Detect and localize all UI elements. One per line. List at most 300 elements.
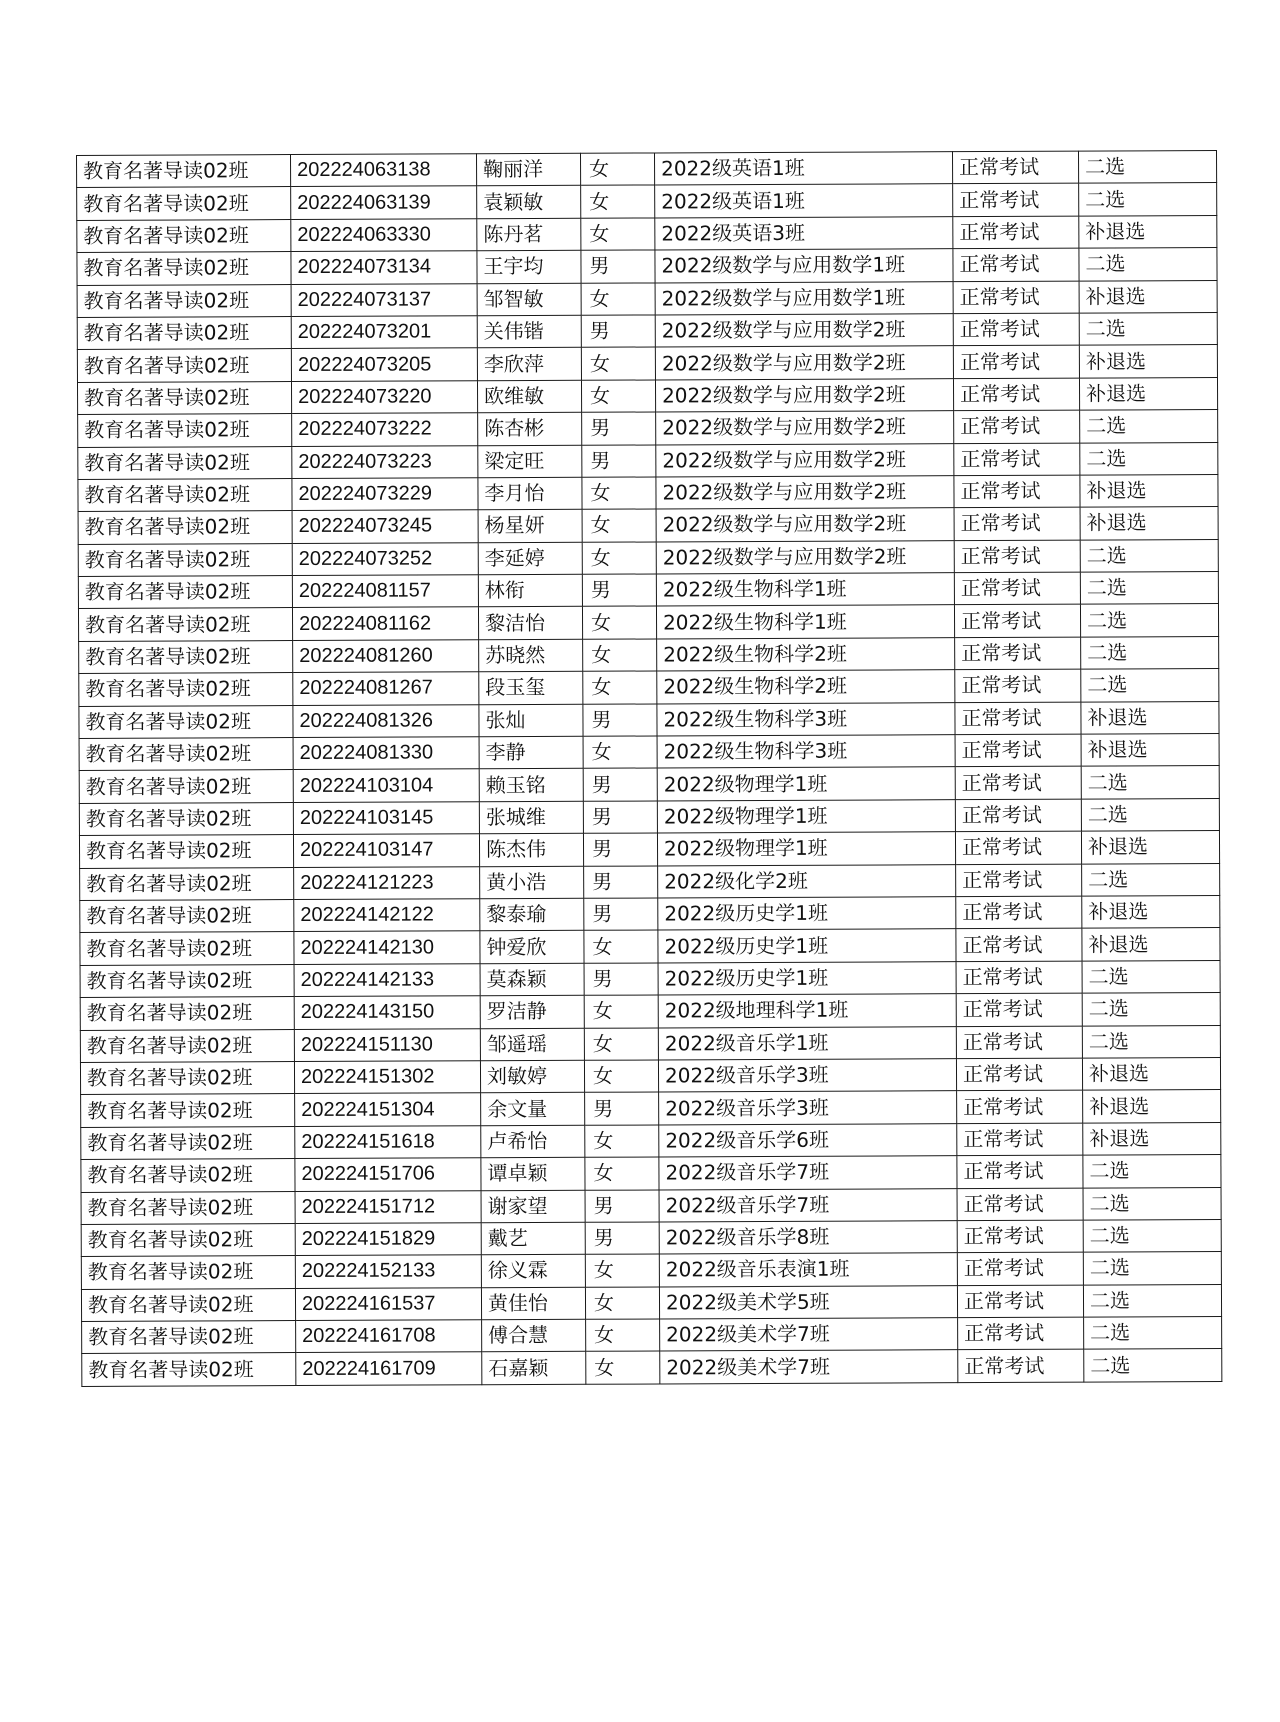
exam-type-cell: 正常考试 (957, 1220, 1083, 1253)
selection-type-cell: 补退选 (1082, 1057, 1220, 1090)
student-name-cell: 鞠丽洋 (476, 153, 580, 186)
exam-type-cell: 正常考试 (954, 540, 1080, 573)
student-name-cell: 陈杰伟 (479, 833, 583, 866)
exam-type-cell: 正常考试 (954, 475, 1080, 508)
course-cell: 教育名著导读02班 (79, 802, 293, 835)
student-id-cell: 202224073222 (292, 413, 478, 446)
student-id-cell: 202224103145 (293, 802, 479, 835)
class-cell: 2022级美术学5班 (659, 1285, 957, 1319)
gender-cell: 男 (582, 444, 656, 477)
table-row (79, 669, 1219, 706)
selection-type-cell: 二选 (1083, 1219, 1221, 1252)
table-row (78, 572, 1218, 609)
selection-type-cell: 二选 (1079, 248, 1217, 281)
student-id-cell: 202224142130 (294, 931, 480, 964)
student-name-cell: 黎泰瑜 (480, 898, 584, 931)
gender-cell: 男 (582, 574, 656, 607)
exam-type-cell: 正常考试 (955, 637, 1081, 670)
course-cell: 教育名著导读02班 (80, 1061, 294, 1094)
student-id-cell: 202224073205 (291, 348, 477, 381)
exam-type-cell: 正常考试 (958, 1350, 1084, 1383)
selection-type-cell: 二选 (1083, 1187, 1221, 1220)
class-cell: 2022级数学与应用数学2班 (656, 476, 954, 510)
student-id-cell: 202224081326 (293, 704, 479, 737)
student-name-cell: 卢希怡 (481, 1125, 585, 1158)
table-row (79, 798, 1219, 835)
selection-type-cell: 补退选 (1079, 345, 1217, 378)
exam-type-cell: 正常考试 (952, 151, 1078, 184)
student-name-cell: 张灿 (479, 704, 583, 737)
selection-type-cell: 二选 (1080, 539, 1218, 572)
course-cell: 教育名著导读02班 (80, 997, 294, 1030)
exam-type-cell: 正常考试 (954, 410, 1080, 443)
class-cell: 2022级生物科学3班 (657, 702, 955, 736)
student-id-cell: 202224073137 (291, 283, 477, 316)
course-cell: 教育名著导读02班 (78, 414, 292, 447)
student-id-cell: 202224103104 (293, 769, 479, 802)
course-cell: 教育名著导读02班 (77, 252, 291, 285)
student-name-cell: 谢家望 (481, 1190, 585, 1223)
exam-type-cell: 正常考试 (953, 248, 1079, 281)
class-cell: 2022级音乐学7班 (659, 1188, 957, 1222)
selection-type-cell: 补退选 (1080, 474, 1218, 507)
table-row (81, 1122, 1221, 1159)
class-cell: 2022级物理学1班 (657, 767, 955, 801)
exam-type-cell: 正常考试 (955, 831, 1081, 864)
table-row (80, 993, 1220, 1030)
table-row (79, 636, 1219, 673)
gender-cell: 女 (583, 671, 657, 704)
student-name-cell: 李静 (479, 736, 583, 769)
student-id-cell: 202224073134 (291, 251, 477, 284)
selection-type-cell: 二选 (1078, 151, 1216, 184)
student-id-cell: 202224073223 (292, 445, 478, 478)
course-cell: 教育名著导读02班 (82, 1321, 296, 1354)
gender-cell: 男 (585, 1189, 659, 1222)
gender-cell: 女 (582, 477, 656, 510)
table-row (81, 1187, 1221, 1224)
table-row (82, 1317, 1222, 1354)
exam-type-cell: 正常考试 (957, 1155, 1083, 1188)
gender-cell: 女 (584, 930, 658, 963)
exam-type-cell: 正常考试 (953, 216, 1079, 249)
selection-type-cell: 补退选 (1079, 377, 1217, 410)
student-name-cell: 梁定旺 (478, 445, 582, 478)
student-id-cell: 202224073201 (291, 316, 477, 349)
student-id-cell: 202224151304 (295, 1093, 481, 1126)
exam-type-cell: 正常考试 (954, 572, 1080, 605)
exam-type-cell: 正常考试 (954, 605, 1080, 638)
class-cell: 2022级数学与应用数学2班 (656, 411, 954, 445)
student-id-cell: 202224161537 (295, 1287, 481, 1320)
class-cell: 2022级音乐学8班 (659, 1221, 957, 1255)
table-row (80, 928, 1220, 965)
gender-cell: 女 (585, 1254, 659, 1287)
exam-type-cell: 正常考试 (955, 669, 1081, 702)
exam-type-cell: 正常考试 (953, 313, 1079, 346)
course-cell: 教育名著导读02班 (79, 770, 293, 803)
selection-type-cell: 补退选 (1081, 831, 1219, 864)
class-cell: 2022级物理学1班 (657, 832, 955, 866)
exam-type-cell: 正常考试 (957, 1090, 1083, 1123)
exam-type-cell: 正常考试 (955, 799, 1081, 832)
course-cell: 教育名著导读02班 (77, 219, 291, 252)
selection-type-cell: 二选 (1082, 1025, 1220, 1058)
selection-type-cell: 二选 (1081, 798, 1219, 831)
student-id-cell: 202224142133 (294, 964, 480, 997)
table-row (77, 345, 1217, 382)
table-row (82, 1349, 1222, 1386)
course-cell: 教育名著导读02班 (82, 1353, 296, 1386)
gender-cell: 女 (582, 542, 656, 575)
class-cell: 2022级音乐学7班 (659, 1156, 957, 1190)
class-cell: 2022级历史学1班 (658, 961, 956, 995)
gender-cell: 女 (581, 347, 655, 380)
gender-cell: 女 (581, 185, 655, 218)
gender-cell: 女 (586, 1351, 660, 1384)
table-row (80, 896, 1220, 933)
class-cell: 2022级数学与应用数学2班 (656, 540, 954, 574)
selection-type-cell: 二选 (1084, 1317, 1222, 1350)
table-row (80, 1025, 1220, 1062)
table-row (81, 1219, 1221, 1256)
exam-type-cell: 正常考试 (956, 1058, 1082, 1091)
exam-type-cell: 正常考试 (955, 767, 1081, 800)
course-cell: 教育名著导读02班 (81, 1159, 295, 1192)
class-cell: 2022级历史学1班 (658, 897, 956, 931)
gender-cell: 男 (583, 704, 657, 737)
student-id-cell: 202224081267 (293, 672, 479, 705)
course-cell: 教育名著导读02班 (77, 349, 291, 382)
student-id-cell: 202224142122 (294, 899, 480, 932)
course-cell: 教育名著导读02班 (79, 738, 293, 771)
table-row (81, 1284, 1221, 1321)
student-name-cell: 陈丹茗 (477, 218, 581, 251)
course-cell: 教育名著导读02班 (77, 381, 291, 414)
student-name-cell: 徐义霖 (481, 1255, 585, 1288)
course-cell: 教育名著导读02班 (79, 673, 293, 706)
student-id-cell: 202224151618 (295, 1125, 481, 1158)
student-name-cell: 谭卓颖 (481, 1157, 585, 1190)
exam-type-cell: 正常考试 (956, 864, 1082, 897)
class-cell: 2022级地理科学1班 (658, 994, 956, 1028)
table-row (78, 410, 1218, 447)
class-cell: 2022级英语3班 (655, 216, 953, 250)
gender-cell: 女 (581, 218, 655, 251)
student-id-cell: 202224151829 (295, 1223, 481, 1256)
exam-type-cell: 正常考试 (958, 1317, 1084, 1350)
exam-type-cell: 正常考试 (957, 1188, 1083, 1221)
gender-cell: 女 (584, 1060, 658, 1093)
exam-type-cell: 正常考试 (953, 184, 1079, 217)
gender-cell: 女 (580, 153, 654, 186)
exam-type-cell: 正常考试 (955, 734, 1081, 767)
gender-cell: 女 (581, 380, 655, 413)
course-cell: 教育名著导读02班 (78, 478, 292, 511)
student-name-cell: 赖玉铭 (479, 769, 583, 802)
student-id-cell: 202224081260 (293, 640, 479, 673)
course-cell: 教育名著导读02班 (81, 1126, 295, 1159)
table-row (79, 734, 1219, 771)
student-id-cell: 202224073245 (292, 510, 478, 543)
class-cell: 2022级音乐表演1班 (659, 1253, 957, 1287)
table-row (78, 604, 1218, 641)
student-id-cell: 202224161708 (296, 1320, 482, 1353)
course-cell: 教育名著导读02班 (80, 1029, 294, 1062)
selection-type-cell: 二选 (1084, 1349, 1222, 1382)
class-cell: 2022级物理学1班 (657, 799, 955, 833)
gender-cell: 男 (583, 801, 657, 834)
class-cell: 2022级生物科学2班 (657, 670, 955, 704)
selection-type-cell: 二选 (1081, 766, 1219, 799)
course-cell: 教育名著导读02班 (79, 705, 293, 738)
student-name-cell: 刘敏婷 (480, 1060, 584, 1093)
selection-type-cell: 二选 (1082, 993, 1220, 1026)
course-cell: 教育名著导读02班 (77, 317, 291, 350)
selection-type-cell: 补退选 (1079, 215, 1217, 248)
table-row (80, 1057, 1220, 1094)
table-row (77, 280, 1217, 317)
student-name-cell: 陈杏彬 (478, 412, 582, 445)
table-row (80, 960, 1220, 997)
student-name-cell: 欧维敏 (477, 380, 581, 413)
selection-type-cell: 二选 (1081, 636, 1219, 669)
student-name-cell: 杨星妍 (478, 510, 582, 543)
student-id-cell: 202224121223 (294, 866, 480, 899)
gender-cell: 女 (585, 1157, 659, 1190)
exam-type-cell: 正常考试 (957, 1252, 1083, 1285)
gender-cell: 女 (582, 509, 656, 542)
selection-type-cell: 补退选 (1082, 928, 1220, 961)
table-row (78, 442, 1218, 479)
exam-type-cell: 正常考试 (956, 1026, 1082, 1059)
student-id-cell: 202224081330 (293, 737, 479, 770)
course-cell: 教育名著导读02班 (81, 1288, 295, 1321)
exam-type-cell: 正常考试 (954, 443, 1080, 476)
student-name-cell: 王宇均 (477, 250, 581, 283)
selection-type-cell: 二选 (1082, 863, 1220, 896)
student-name-cell: 戴艺 (481, 1222, 585, 1255)
course-cell: 教育名著导读02班 (78, 511, 292, 544)
student-name-cell: 袁颖敏 (477, 186, 581, 219)
course-cell: 教育名著导读02班 (77, 187, 291, 220)
course-cell: 教育名著导读02班 (80, 867, 294, 900)
exam-type-cell: 正常考试 (956, 928, 1082, 961)
course-cell: 教育名著导读02班 (80, 964, 294, 997)
selection-type-cell: 补退选 (1082, 896, 1220, 929)
selection-type-cell: 二选 (1079, 183, 1217, 216)
selection-type-cell: 二选 (1080, 604, 1218, 637)
exam-type-cell: 正常考试 (953, 281, 1079, 314)
gender-cell: 男 (584, 963, 658, 996)
gender-cell: 男 (581, 250, 655, 283)
class-cell: 2022级生物科学3班 (657, 735, 955, 769)
exam-type-cell: 正常考试 (954, 507, 1080, 540)
exam-type-cell: 正常考试 (956, 993, 1082, 1026)
table-row (77, 151, 1217, 188)
table-row (77, 215, 1217, 252)
table-row (81, 1252, 1221, 1289)
student-name-cell: 关伟锴 (477, 315, 581, 348)
course-cell: 教育名著导读02班 (81, 1094, 295, 1127)
course-cell: 教育名著导读02班 (78, 543, 292, 576)
gender-cell: 女 (584, 995, 658, 1028)
student-id-cell: 202224152133 (295, 1255, 481, 1288)
gender-cell: 女 (582, 606, 656, 639)
student-name-cell: 邹遥瑶 (480, 1028, 584, 1061)
roster-body (77, 151, 1222, 1387)
class-cell: 2022级数学与应用数学2班 (655, 314, 953, 348)
gender-cell: 女 (585, 1287, 659, 1320)
class-cell: 2022级英语1班 (654, 152, 952, 186)
table-row (77, 248, 1217, 285)
class-cell: 2022级化学2班 (658, 864, 956, 898)
exam-type-cell: 正常考试 (953, 378, 1079, 411)
table-row (77, 312, 1217, 349)
gender-cell: 女 (581, 283, 655, 316)
student-name-cell: 莫森颖 (480, 963, 584, 996)
selection-type-cell: 二选 (1079, 312, 1217, 345)
gender-cell: 女 (583, 639, 657, 672)
selection-type-cell: 二选 (1083, 1155, 1221, 1188)
student-id-cell: 202224073252 (292, 542, 478, 575)
gender-cell: 女 (584, 1028, 658, 1061)
table-row (77, 377, 1217, 414)
student-name-cell: 段玉玺 (479, 672, 583, 705)
gender-cell: 男 (583, 833, 657, 866)
class-cell: 2022级美术学7班 (660, 1318, 958, 1352)
gender-cell: 女 (585, 1125, 659, 1158)
course-cell: 教育名著导读02班 (81, 1223, 295, 1256)
table-row (79, 766, 1219, 803)
table-row (81, 1090, 1221, 1127)
exam-type-cell: 正常考试 (957, 1285, 1083, 1318)
gender-cell: 男 (583, 768, 657, 801)
student-id-cell: 202224063330 (291, 219, 477, 252)
course-cell: 教育名著导读02班 (77, 284, 291, 317)
student-id-cell: 202224151302 (294, 1061, 480, 1094)
student-name-cell: 黄小浩 (480, 866, 584, 899)
gender-cell: 男 (584, 898, 658, 931)
gender-cell: 男 (581, 315, 655, 348)
student-name-cell: 罗洁静 (480, 995, 584, 1028)
class-cell: 2022级美术学7班 (660, 1350, 958, 1384)
selection-type-cell: 补退选 (1080, 507, 1218, 540)
student-name-cell: 傅合慧 (482, 1319, 586, 1352)
student-id-cell: 202224073220 (291, 380, 477, 413)
class-cell: 2022级生物科学1班 (656, 573, 954, 607)
student-name-cell: 余文量 (481, 1093, 585, 1126)
course-cell: 教育名著导读02班 (79, 640, 293, 673)
class-cell: 2022级音乐学1班 (658, 1026, 956, 1060)
course-cell: 教育名著导读02班 (78, 608, 292, 641)
gender-cell: 男 (582, 412, 656, 445)
student-name-cell: 张城维 (479, 801, 583, 834)
student-name-cell: 黎洁怡 (478, 607, 582, 640)
course-cell: 教育名著导读02班 (80, 900, 294, 933)
table-row (78, 474, 1218, 511)
selection-type-cell: 二选 (1083, 1252, 1221, 1285)
exam-type-cell: 正常考试 (955, 702, 1081, 735)
student-id-cell: 202224151130 (294, 1028, 480, 1061)
student-name-cell: 李延婷 (478, 542, 582, 575)
student-name-cell: 苏晓然 (479, 639, 583, 672)
student-id-cell: 202224103147 (293, 834, 479, 867)
student-id-cell: 202224081162 (292, 607, 478, 640)
student-roster-table (76, 150, 1222, 1387)
course-cell: 教育名著导读02班 (80, 932, 294, 965)
gender-cell: 男 (585, 1222, 659, 1255)
class-cell: 2022级数学与应用数学2班 (656, 443, 954, 477)
selection-type-cell: 二选 (1083, 1284, 1221, 1317)
class-cell: 2022级数学与应用数学1班 (655, 249, 953, 283)
table-row (78, 507, 1218, 544)
course-cell: 教育名著导读02班 (81, 1191, 295, 1224)
class-cell: 2022级数学与应用数学2班 (655, 346, 953, 380)
gender-cell: 女 (586, 1319, 660, 1352)
student-name-cell: 黄佳怡 (481, 1287, 585, 1320)
table-row (81, 1155, 1221, 1192)
student-name-cell: 林衔 (478, 574, 582, 607)
class-cell: 2022级音乐学3班 (659, 1091, 957, 1125)
table-row (77, 183, 1217, 220)
course-cell: 教育名著导读02班 (77, 155, 291, 188)
table-row (79, 831, 1219, 868)
class-cell: 2022级数学与应用数学2班 (655, 378, 953, 412)
student-name-cell: 石嘉颖 (482, 1352, 586, 1385)
gender-cell: 女 (583, 736, 657, 769)
exam-type-cell: 正常考试 (956, 896, 1082, 929)
selection-type-cell: 补退选 (1083, 1122, 1221, 1155)
student-id-cell: 202224151706 (295, 1158, 481, 1191)
class-cell: 2022级数学与应用数学1班 (655, 281, 953, 315)
selection-type-cell: 补退选 (1083, 1090, 1221, 1123)
table-row (80, 863, 1220, 900)
student-name-cell: 邹智敏 (477, 283, 581, 316)
selection-type-cell: 二选 (1080, 572, 1218, 605)
student-id-cell: 202224143150 (294, 996, 480, 1029)
class-cell: 2022级音乐学6班 (659, 1123, 957, 1157)
selection-type-cell: 补退选 (1079, 280, 1217, 313)
selection-type-cell: 二选 (1080, 442, 1218, 475)
selection-type-cell: 二选 (1080, 410, 1218, 443)
student-name-cell: 李月怡 (478, 477, 582, 510)
class-cell: 2022级生物科学1班 (656, 605, 954, 639)
selection-type-cell: 二选 (1081, 669, 1219, 702)
student-name-cell: 李欣萍 (477, 348, 581, 381)
student-id-cell: 202224081157 (292, 575, 478, 608)
student-id-cell: 202224063139 (291, 186, 477, 219)
gender-cell: 男 (584, 866, 658, 899)
selection-type-cell: 二选 (1082, 960, 1220, 993)
student-id-cell: 202224073229 (292, 478, 478, 511)
course-cell: 教育名著导读02班 (78, 576, 292, 609)
exam-type-cell: 正常考试 (957, 1123, 1083, 1156)
student-id-cell: 202224161709 (296, 1352, 482, 1385)
student-id-cell: 202224063138 (291, 154, 477, 187)
class-cell: 2022级英语1班 (655, 184, 953, 218)
selection-type-cell: 补退选 (1081, 734, 1219, 767)
class-cell: 2022级音乐学3班 (658, 1059, 956, 1093)
exam-type-cell: 正常考试 (956, 961, 1082, 994)
course-cell: 教育名著导读02班 (79, 835, 293, 868)
table-row (79, 701, 1219, 738)
selection-type-cell: 补退选 (1081, 701, 1219, 734)
class-cell: 2022级生物科学2班 (657, 638, 955, 672)
table-row (78, 539, 1218, 576)
class-cell: 2022级数学与应用数学2班 (656, 508, 954, 542)
student-name-cell: 钟爱欣 (480, 931, 584, 964)
